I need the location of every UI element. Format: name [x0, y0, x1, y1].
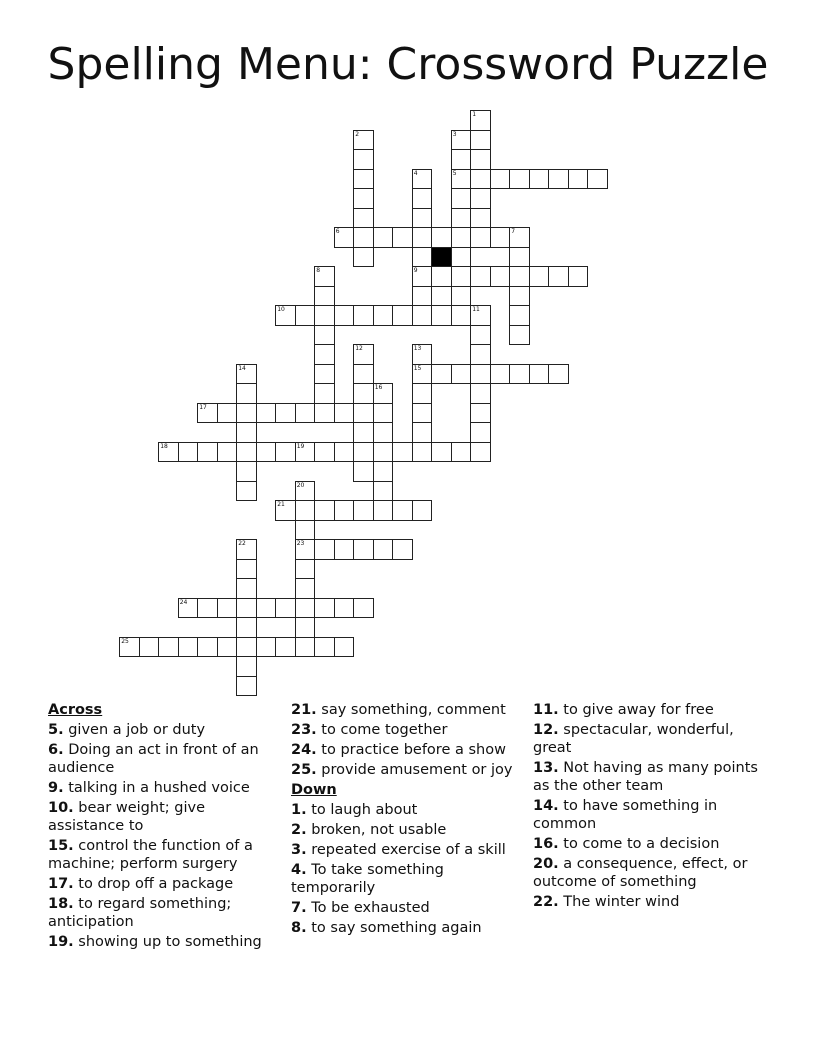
grid-cell[interactable] — [295, 539, 316, 560]
clue-number: 20 — [296, 481, 305, 489]
grid-cell[interactable] — [236, 364, 257, 385]
grid-cell[interactable] — [295, 500, 316, 521]
grid-cell[interactable] — [470, 169, 491, 190]
grid-cell[interactable] — [509, 266, 530, 287]
grid-cell[interactable] — [236, 539, 257, 560]
grid-cell[interactable] — [412, 500, 433, 521]
grid-cell[interactable] — [431, 364, 452, 385]
grid-cell[interactable] — [392, 305, 413, 326]
grid-cell[interactable] — [295, 559, 316, 580]
grid-cell[interactable] — [314, 344, 335, 365]
grid-cell[interactable] — [392, 500, 413, 521]
grid-cell[interactable] — [470, 227, 491, 248]
clue-number: 14 — [238, 364, 246, 372]
grid-cell[interactable] — [139, 637, 160, 658]
grid-cell[interactable] — [451, 266, 472, 287]
grid-cell[interactable] — [451, 247, 472, 268]
grid-cell[interactable] — [314, 364, 335, 385]
grid-cell[interactable] — [295, 403, 316, 424]
grid-cell[interactable] — [353, 422, 374, 443]
grid-cell[interactable] — [431, 305, 452, 326]
grid-cell[interactable] — [314, 286, 335, 307]
grid-cell[interactable] — [451, 149, 472, 170]
grid-cell[interactable] — [470, 130, 491, 151]
grid-cell[interactable] — [412, 208, 433, 229]
clue-number: 1 — [472, 111, 477, 118]
down-heading: Down — [291, 782, 337, 798]
grid-cell[interactable] — [373, 403, 394, 424]
grid-cell[interactable] — [236, 559, 257, 580]
clue-down-11: 11. to give away for free — [533, 702, 714, 718]
grid-cell[interactable] — [295, 481, 316, 502]
grid-cell[interactable] — [470, 383, 491, 404]
grid-cell[interactable] — [470, 208, 491, 229]
grid-cell[interactable] — [353, 169, 374, 190]
grid-cell[interactable] — [509, 286, 530, 307]
clue-number: 11 — [472, 306, 480, 313]
grid-cell[interactable] — [158, 442, 179, 463]
grid-cell[interactable] — [275, 598, 296, 619]
clue-across-10: 10. bear weight; give assistance to — [48, 800, 205, 834]
grid-cell[interactable] — [314, 325, 335, 346]
grid-cell[interactable] — [236, 656, 257, 677]
grid-cell[interactable] — [431, 442, 452, 463]
grid-cell[interactable] — [470, 305, 491, 326]
grid-cell[interactable] — [451, 305, 472, 326]
grid-cell[interactable] — [490, 266, 511, 287]
grid-cell[interactable] — [412, 227, 433, 248]
grid-cell[interactable] — [178, 442, 199, 463]
grid-cell[interactable] — [295, 305, 316, 326]
grid-cell[interactable] — [295, 442, 316, 463]
clue-across-21: 21. say something, comment — [291, 702, 506, 718]
grid-cell[interactable] — [197, 598, 218, 619]
clue-down-22: 22. The winter wind — [533, 894, 680, 910]
grid-cell[interactable] — [314, 266, 335, 287]
grid-cell[interactable] — [373, 227, 394, 248]
clue-across-24: 24. to practice before a show — [291, 742, 506, 758]
grid-cell[interactable] — [470, 403, 491, 424]
grid-cell[interactable] — [392, 227, 413, 248]
grid-cell[interactable] — [373, 442, 394, 463]
clue-across-19: 19. showing up to something — [48, 934, 262, 950]
grid-cell[interactable] — [392, 539, 413, 560]
clue-number: 10 — [277, 306, 285, 313]
grid-cell[interactable] — [314, 637, 335, 658]
clue-number: 9 — [413, 267, 418, 274]
grid-cell[interactable] — [334, 305, 355, 326]
grid-cell[interactable] — [412, 364, 433, 385]
grid-cell[interactable] — [548, 364, 569, 385]
grid-cell[interactable] — [217, 403, 238, 424]
clue-down-8: 8. to say something again — [291, 920, 482, 936]
grid-cell[interactable] — [451, 227, 472, 248]
grid-cell[interactable] — [373, 422, 394, 443]
clue-down-7: 7. To be exhausted — [291, 900, 430, 916]
grid-cell[interactable] — [529, 169, 550, 190]
grid-cell[interactable] — [334, 403, 355, 424]
grid-cell[interactable] — [431, 227, 452, 248]
clue-down-13: 13. Not having as many points as the other team — [533, 760, 758, 794]
grid-cell[interactable] — [314, 383, 335, 404]
grid-cell[interactable] — [334, 500, 355, 521]
grid-cell[interactable] — [509, 247, 530, 268]
grid-cell[interactable] — [412, 403, 433, 424]
grid-cell[interactable] — [529, 266, 550, 287]
clue-number: 25 — [121, 637, 129, 645]
clue-number: 16 — [374, 384, 383, 391]
grid-cell[interactable] — [470, 110, 491, 131]
grid-cell[interactable] — [470, 442, 491, 463]
grid-cell[interactable] — [412, 383, 433, 404]
grid-cell[interactable] — [353, 442, 374, 463]
grid-cell[interactable] — [178, 637, 199, 658]
grid-cell[interactable] — [197, 403, 218, 424]
grid-cell[interactable] — [256, 637, 277, 658]
grid-cell[interactable] — [295, 637, 316, 658]
grid-cell[interactable] — [529, 364, 550, 385]
grid-cell[interactable] — [451, 188, 472, 209]
grid-cell[interactable] — [568, 169, 589, 190]
grid-cell[interactable] — [353, 227, 374, 248]
grid-cell[interactable] — [295, 578, 316, 599]
grid-cell[interactable] — [353, 305, 374, 326]
grid-cell[interactable] — [197, 637, 218, 658]
clue-number: 19 — [296, 442, 305, 450]
clue-across-17: 17. to drop off a package — [48, 876, 234, 892]
grid-cell[interactable] — [353, 344, 374, 365]
grid-cell[interactable] — [236, 481, 257, 502]
grid-cell[interactable] — [373, 481, 394, 502]
grid-cell[interactable] — [236, 422, 257, 443]
grid-cell[interactable] — [373, 305, 394, 326]
grid-cell[interactable] — [470, 149, 491, 170]
grid-cell[interactable] — [509, 364, 530, 385]
grid-cell[interactable] — [314, 305, 335, 326]
grid-cell[interactable] — [412, 422, 433, 443]
grid-cell[interactable] — [217, 637, 238, 658]
clue-number: 6 — [335, 228, 340, 235]
grid-cell[interactable] — [353, 364, 374, 385]
grid-cell[interactable] — [275, 637, 296, 658]
clue-down-20: 20. a consequence, effect, or outcome of something — [533, 856, 748, 890]
grid-cell[interactable] — [275, 403, 296, 424]
grid-cell[interactable] — [412, 188, 433, 209]
grid-cell[interactable] — [412, 169, 433, 190]
clue-number: 23 — [296, 540, 305, 547]
clue-across-23: 23. to come together — [291, 722, 448, 738]
grid-cell[interactable] — [158, 637, 179, 658]
grid-cell[interactable] — [217, 598, 238, 619]
page-title: Spelling Menu: Crossword Puzzle — [47, 39, 769, 90]
clue-number: 15 — [413, 364, 422, 372]
grid-cell[interactable] — [412, 247, 433, 268]
grid-cell[interactable] — [256, 598, 277, 619]
clue-across-5: 5. given a job or duty — [48, 722, 206, 738]
clues-column-3 — [533, 701, 773, 913]
grid-cell[interactable] — [470, 266, 491, 287]
grid-cell[interactable] — [353, 208, 374, 229]
grid-cell[interactable] — [275, 442, 296, 463]
grid-cell[interactable] — [470, 344, 491, 365]
grid-cell[interactable] — [353, 247, 374, 268]
grid-cell[interactable] — [353, 598, 374, 619]
grid-cell[interactable] — [236, 676, 257, 697]
grid-cell[interactable] — [217, 442, 238, 463]
clue-number: 12 — [355, 345, 363, 352]
grid-cell[interactable] — [568, 266, 589, 287]
clue-number: 21 — [277, 501, 285, 508]
clues-column-2 — [291, 701, 523, 939]
grid-cell[interactable] — [314, 539, 335, 560]
grid-cell[interactable] — [412, 344, 433, 365]
grid-cell[interactable] — [353, 500, 374, 521]
clue-down-12: 12. spectacular, wonderful, great — [533, 722, 734, 756]
grid-cell[interactable] — [236, 617, 257, 638]
grid-cell[interactable] — [256, 442, 277, 463]
grid-cell[interactable] — [353, 461, 374, 482]
grid-cell[interactable] — [236, 637, 257, 658]
grid-cell[interactable] — [353, 130, 374, 151]
grid-cell[interactable] — [548, 266, 569, 287]
clue-number: 8 — [316, 267, 321, 274]
clue-across-18: 18. to regard something; anticipation — [48, 896, 232, 930]
grid-cell[interactable] — [334, 539, 355, 560]
black-square — [431, 247, 452, 268]
grid-cell[interactable] — [490, 169, 511, 190]
grid-cell[interactable] — [197, 442, 218, 463]
grid-cell[interactable] — [451, 442, 472, 463]
grid-cell[interactable] — [236, 578, 257, 599]
grid-cell[interactable] — [353, 383, 374, 404]
grid-cell[interactable] — [275, 500, 296, 521]
grid-cell[interactable] — [314, 442, 335, 463]
grid-cell[interactable] — [451, 286, 472, 307]
grid-cell[interactable] — [314, 598, 335, 619]
grid-cell[interactable] — [314, 500, 335, 521]
clue-number: 13 — [413, 345, 422, 352]
grid-cell[interactable] — [412, 305, 433, 326]
clue-number: 7 — [511, 228, 516, 235]
clues-column-1 — [48, 701, 280, 953]
grid-cell[interactable] — [334, 598, 355, 619]
clue-down-14: 14. to have something in common — [533, 798, 718, 832]
grid-cell[interactable] — [587, 169, 608, 190]
grid-cell[interactable] — [236, 403, 257, 424]
clue-number: 18 — [160, 442, 168, 450]
grid-cell[interactable] — [334, 227, 355, 248]
grid-cell[interactable] — [236, 598, 257, 619]
clue-down-2: 2. broken, not usable — [291, 822, 447, 838]
clue-number: 17 — [199, 403, 207, 411]
grid-cell[interactable] — [314, 403, 335, 424]
grid-cell[interactable] — [373, 461, 394, 482]
clue-down-4: 4. To take something temporarily — [291, 862, 444, 896]
grid-cell[interactable] — [275, 305, 296, 326]
grid-cell[interactable] — [451, 208, 472, 229]
clue-across-6: 6. Doing an act in front of an audience — [48, 742, 259, 776]
grid-cell[interactable] — [490, 364, 511, 385]
grid-cell[interactable] — [451, 169, 472, 190]
grid-cell[interactable] — [431, 266, 452, 287]
grid-cell[interactable] — [470, 325, 491, 346]
grid-cell[interactable] — [236, 461, 257, 482]
across-heading: Across — [48, 702, 103, 718]
grid-cell[interactable] — [412, 266, 433, 287]
clue-down-1: 1. to laugh about — [291, 802, 418, 818]
grid-cell[interactable] — [451, 364, 472, 385]
clue-down-16: 16. to come to a decision — [533, 836, 720, 852]
clue-number: 4 — [413, 169, 418, 177]
grid-cell[interactable] — [353, 403, 374, 424]
grid-cell[interactable] — [295, 617, 316, 638]
grid-cell[interactable] — [295, 598, 316, 619]
grid-cell[interactable] — [334, 442, 355, 463]
clue-down-3: 3. repeated exercise of a skill — [291, 842, 506, 858]
grid-cell[interactable] — [470, 422, 491, 443]
grid-cell[interactable] — [373, 539, 394, 560]
grid-cell[interactable] — [490, 227, 511, 248]
grid-cell[interactable] — [548, 169, 569, 190]
grid-cell[interactable] — [119, 637, 140, 658]
clue-number: 3 — [452, 130, 457, 138]
clue-number: 2 — [355, 130, 360, 138]
grid-cell[interactable] — [178, 598, 199, 619]
grid-cell[interactable] — [412, 442, 433, 463]
grid-cell[interactable] — [373, 500, 394, 521]
grid-cell[interactable] — [256, 403, 277, 424]
grid-cell[interactable] — [451, 130, 472, 151]
grid-cell[interactable] — [509, 227, 530, 248]
grid-cell[interactable] — [470, 188, 491, 209]
grid-cell[interactable] — [353, 149, 374, 170]
grid-cell[interactable] — [236, 383, 257, 404]
grid-cell[interactable] — [509, 325, 530, 346]
grid-cell[interactable] — [412, 286, 433, 307]
grid-cell[interactable] — [509, 305, 530, 326]
grid-cell[interactable] — [295, 520, 316, 541]
clue-number: 22 — [238, 540, 246, 547]
grid-cell[interactable] — [353, 188, 374, 209]
grid-cell[interactable] — [470, 364, 491, 385]
clue-number: 24 — [179, 598, 188, 606]
grid-cell[interactable] — [392, 442, 413, 463]
grid-cell[interactable] — [509, 169, 530, 190]
grid-cell[interactable] — [353, 539, 374, 560]
grid-cell[interactable] — [236, 442, 257, 463]
clue-number: 5 — [452, 169, 457, 177]
clue-across-9: 9. talking in a hushed voice — [48, 780, 250, 796]
grid-cell[interactable] — [373, 383, 394, 404]
clue-across-25: 25. provide amusement or joy — [291, 762, 513, 778]
grid-cell[interactable] — [334, 637, 355, 658]
clue-across-15: 15. control the function of a machine; perform surgery — [48, 838, 253, 872]
